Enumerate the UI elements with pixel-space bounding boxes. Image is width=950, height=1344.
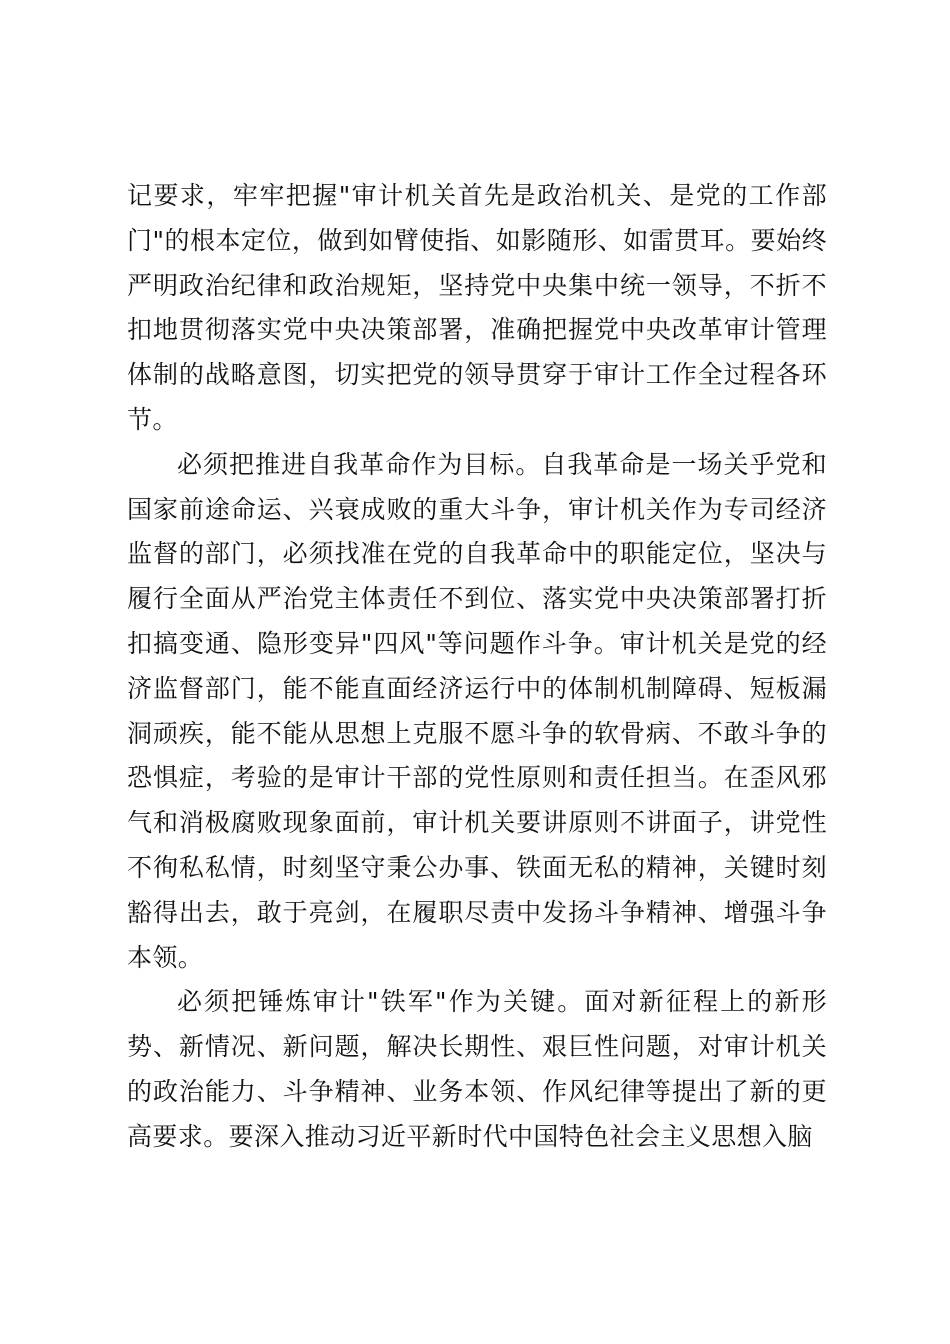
- paragraph-1: 记要求，牢牢把握"审计机关首先是政治机关、是党的工作部门"的根本定位，做到如臂使指、如影随形、如雷贯耳。要始终严明政治纪律和政治规矩，坚持党中央集中统一领导，不折不扣地贯彻落实党中央决策部署，准确把握党中央改革审计管理体制的战略意图，切实把党的领导贯穿于审计工作全过程各环节。: [127, 181, 827, 434]
- paragraph-3: 必须把锤炼审计"铁军"作为关键。面对新征程上的新形势、新情况、新问题，解决长期性、艰巨性问题，对审计机关的政治能力、斗争精神、业务本领、作风纪律等提出了新的更高要求。要深入推动习近平新时代中国特色社会主义思想入脑: [127, 987, 827, 1151]
- body-text: [127, 174, 827, 1160]
- paragraph-2: 必须把推进自我革命作为目标。自我革命是一场关乎党和国家前途命运、兴衰成败的重大斗争，审计机关作为专司经济监督的部门，必须找准在党的自我革命中的职能定位，坚决与履行全面从严治党主体责任不到位、落实党中央决策部署打折扣搞变通、隐形变异"四风"等问题作斗争。审计机关是党的经济监督部门，能不能直面经济运行中的体制机制障碍、短板漏洞顽疾，能不能从思想上克服不愿斗争的软骨病、不敢斗争的恐惧症，考验的是审计干部的党性原则和责任担当。在歪风邪气和消极腐败现象面前，审计机关要讲原则不讲面子，讲党性不徇私私情，时刻坚守秉公办事、铁面无私的精神，关键时刻豁得出去，敢于亮剑，在履职尽责中发扬斗争精神、增强斗争本领。: [127, 449, 827, 972]
